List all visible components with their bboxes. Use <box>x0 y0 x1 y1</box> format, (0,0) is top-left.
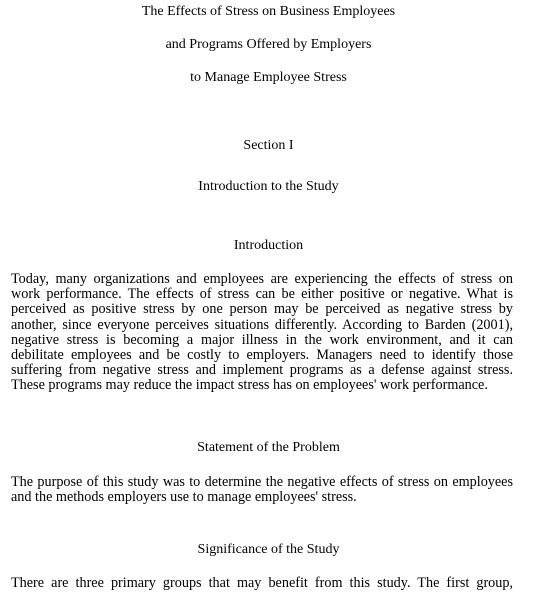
introduction-heading: Introduction <box>233 238 304 253</box>
paragraph-line: perceived as positive stress by one person may be perceived as negative stress by <box>11 301 513 318</box>
significance-heading: Significance of the Study <box>197 542 340 557</box>
paragraph-line: another, since everyone perceives situations differently. According to Barden (2001), <box>11 316 513 333</box>
paragraph-line: debilitate employees and be costly to employers. Managers need to identify those <box>11 347 513 364</box>
paragraph-line: There are three primary groups that may benefit from this study. The first group, <box>11 575 513 591</box>
problem-paragraph <box>11 475 513 505</box>
section-number: Section I <box>243 138 294 153</box>
paragraph-line: Today, many organizations and employees are experiencing the effects of stress on <box>11 271 513 287</box>
paragraph-line: and the methods employers use to manage employees' stress. <box>11 489 357 506</box>
title-line-2: and Programs Offered by Employers <box>165 37 372 52</box>
title-line-3: to Manage Employee Stress <box>190 70 347 85</box>
title-line-1: The Effects of Stress on Business Employees <box>141 4 396 19</box>
paragraph-line: These programs may reduce the impact stress has on employees' work performance. <box>11 377 488 394</box>
introduction-paragraph <box>11 272 513 394</box>
paragraph-line: negative stress is becoming a major illness in the work environment, and it can <box>11 331 513 348</box>
significance-paragraph <box>11 576 513 591</box>
problem-heading: Statement of the Problem <box>197 440 340 455</box>
paragraph-line: suffering from negative stress and implement programs as a defense against stress. <box>11 362 513 379</box>
paragraph-line: The purpose of this study was to determine the negative effects of stress on employees <box>11 474 513 490</box>
paragraph-line: work performance. The effects of stress can be either positive or negative. What is <box>11 286 513 303</box>
section-title: Introduction to the Study <box>198 179 339 194</box>
